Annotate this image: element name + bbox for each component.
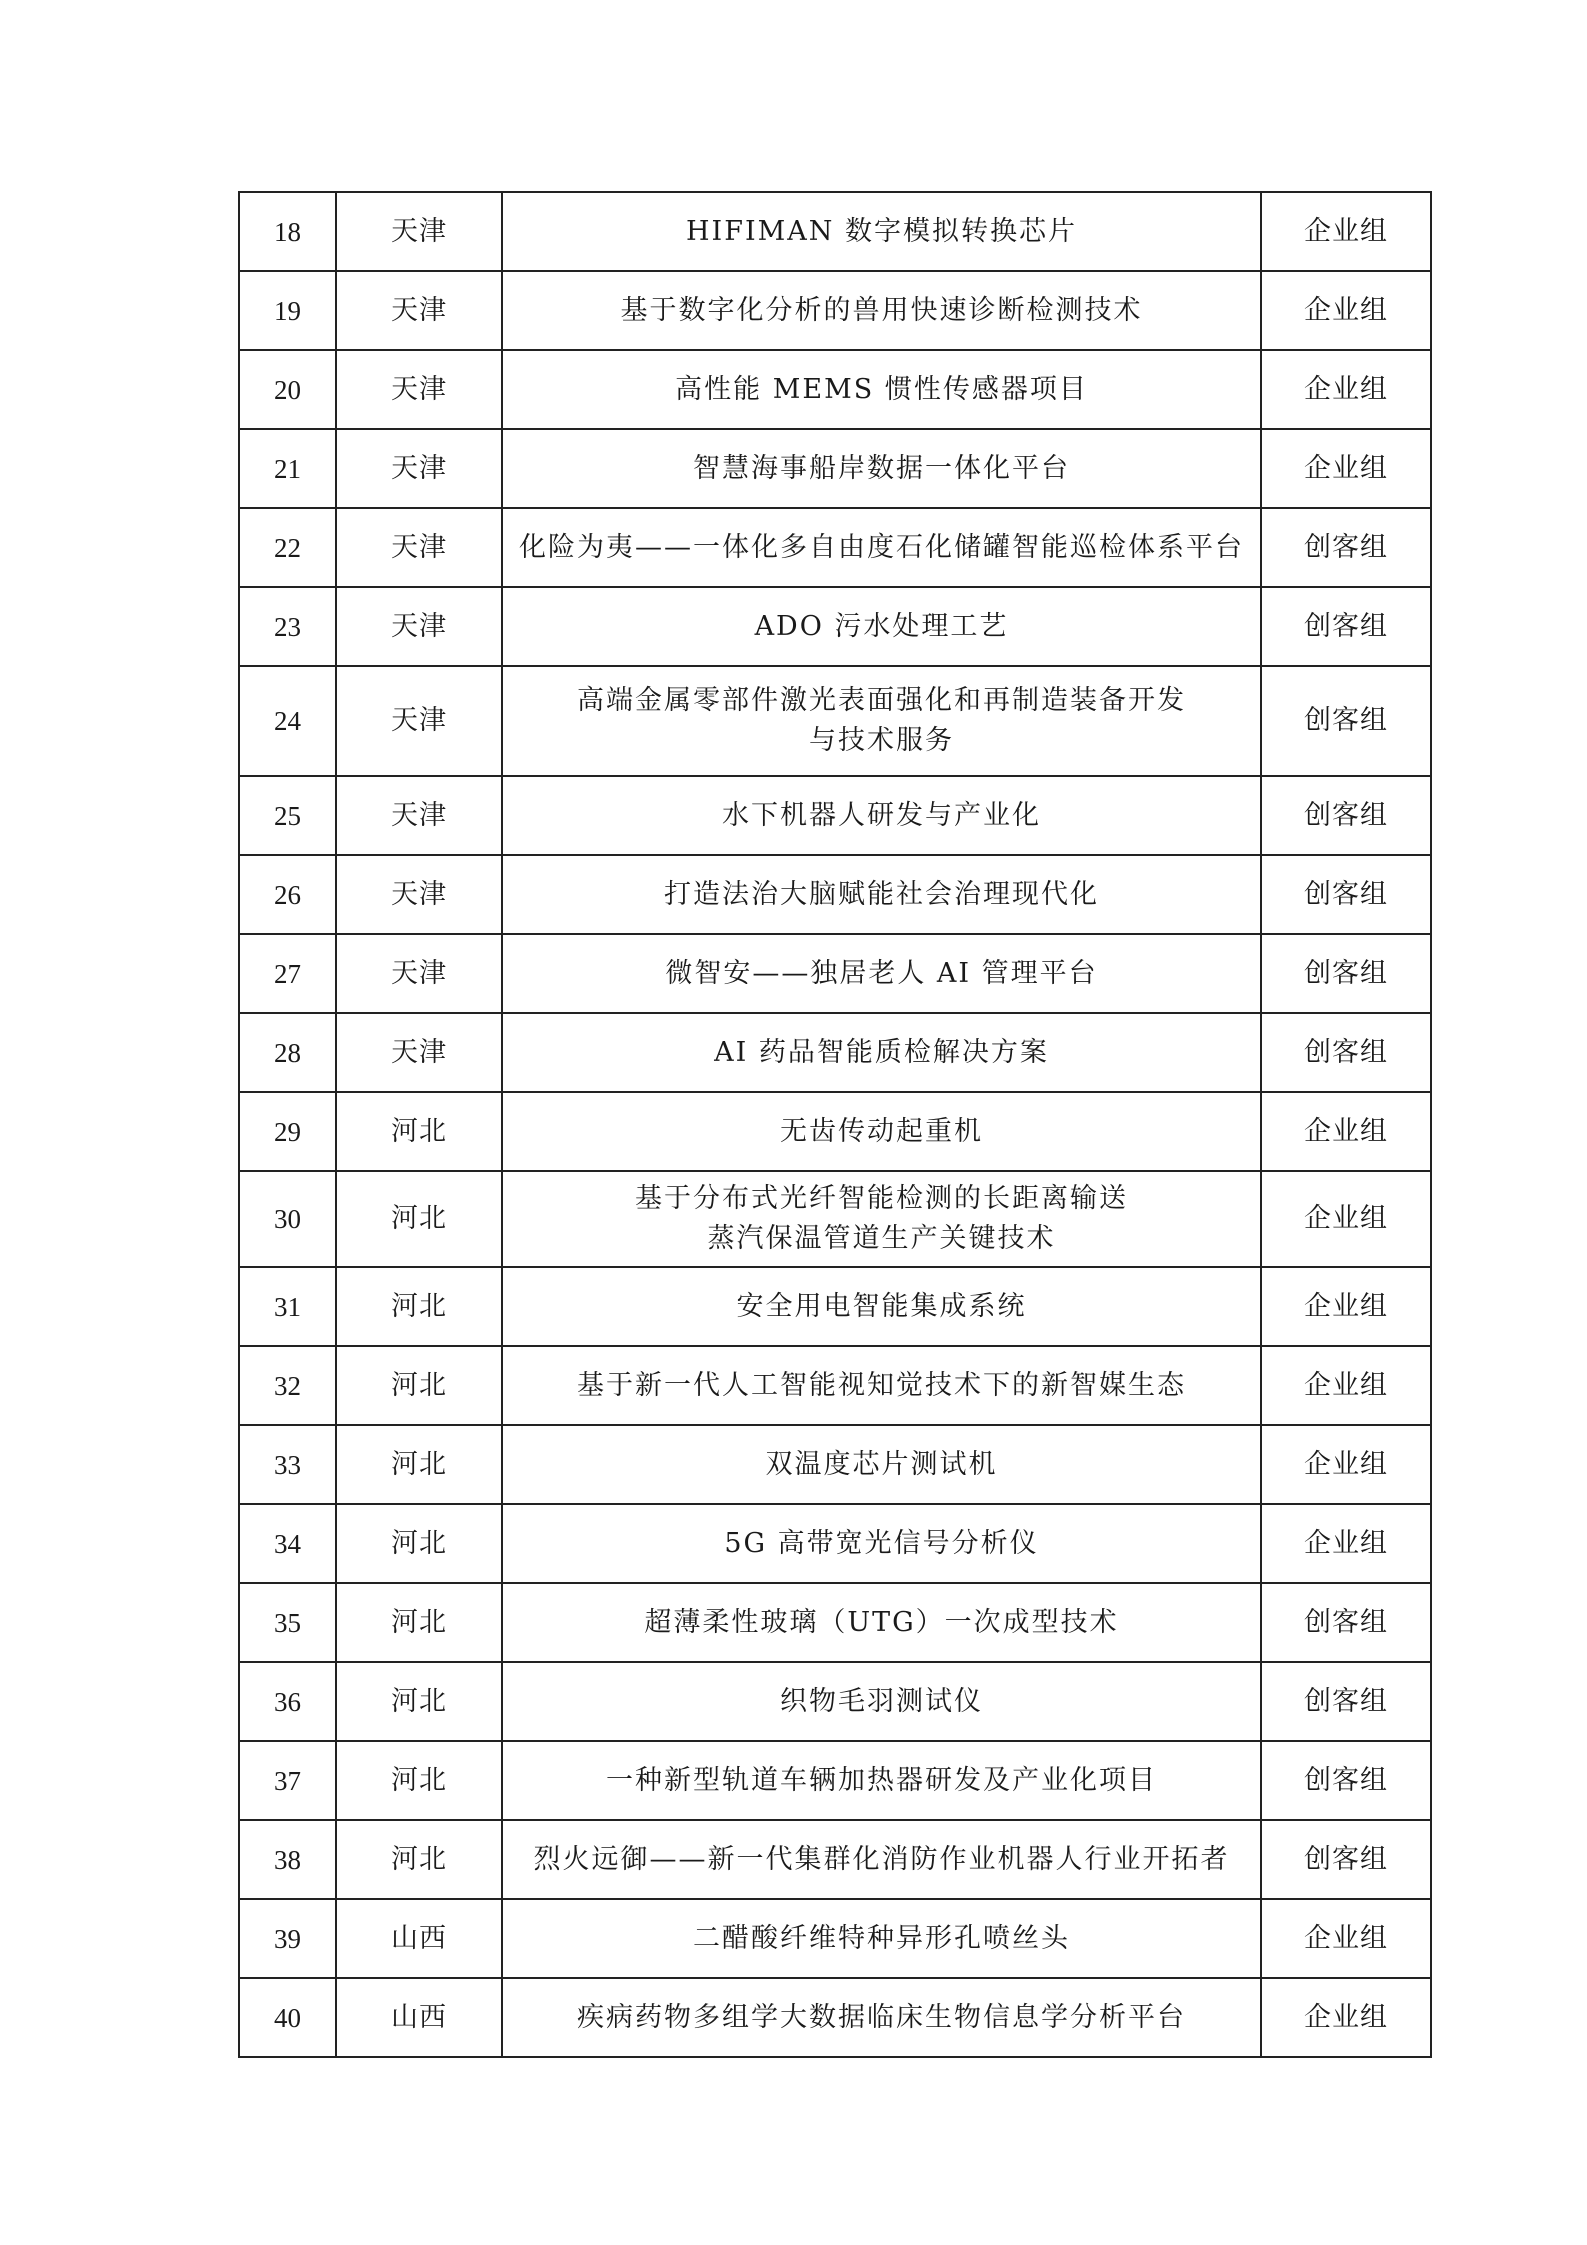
project-name-cell xyxy=(502,192,1261,271)
group-cell: 企业组 xyxy=(1261,1425,1431,1504)
project-name-cell xyxy=(502,1171,1261,1267)
project-name-line: 基于数字化分析的兽用快速诊断检测技术 xyxy=(620,294,1143,326)
project-name-line: 织物毛羽测试仪 xyxy=(780,1685,983,1717)
region-cell: 河北 xyxy=(336,1425,502,1504)
table-row xyxy=(239,1741,1431,1820)
region-cell: 天津 xyxy=(336,1013,502,1092)
table-row xyxy=(239,1504,1431,1583)
group-cell: 创客组 xyxy=(1261,587,1431,666)
region-cell: 天津 xyxy=(336,666,502,776)
project-name-line: 二醋酸纤维特种异形孔喷丝头 xyxy=(693,1922,1070,1954)
table-row xyxy=(239,192,1431,271)
region-cell: 河北 xyxy=(336,1741,502,1820)
region-cell: 河北 xyxy=(336,1820,502,1899)
project-name-cell xyxy=(502,1013,1261,1092)
project-name-cell xyxy=(502,1425,1261,1504)
group-cell: 企业组 xyxy=(1261,350,1431,429)
group-cell: 创客组 xyxy=(1261,666,1431,776)
project-table-body xyxy=(239,192,1431,2057)
table-row xyxy=(239,1899,1431,1978)
row-number-cell: 29 xyxy=(239,1092,336,1171)
project-name-line: 化险为夷——一体化多自由度石化储罐智能巡检体系平台 xyxy=(519,531,1244,563)
project-name-line: ADO 污水处理工艺 xyxy=(754,610,1009,642)
region-cell: 山西 xyxy=(336,1978,502,2057)
project-name-cell xyxy=(502,1346,1261,1425)
row-number-cell: 25 xyxy=(239,776,336,855)
group-cell: 企业组 xyxy=(1261,1346,1431,1425)
project-name-cell xyxy=(502,1741,1261,1820)
project-name-cell xyxy=(502,350,1261,429)
table-row xyxy=(239,1092,1431,1171)
table-row xyxy=(239,1425,1431,1504)
region-cell: 山西 xyxy=(336,1899,502,1978)
table-row xyxy=(239,1171,1431,1267)
group-cell: 创客组 xyxy=(1261,508,1431,587)
project-name-cell xyxy=(502,1267,1261,1346)
group-cell: 创客组 xyxy=(1261,934,1431,1013)
region-cell: 河北 xyxy=(336,1662,502,1741)
region-cell: 天津 xyxy=(336,934,502,1013)
region-cell: 天津 xyxy=(336,587,502,666)
project-name-cell xyxy=(502,508,1261,587)
group-cell: 创客组 xyxy=(1261,1662,1431,1741)
group-cell: 企业组 xyxy=(1261,1978,1431,2057)
region-cell: 天津 xyxy=(336,776,502,855)
table-row xyxy=(239,776,1431,855)
project-name-line: 烈火远御——新一代集群化消防作业机器人行业开拓者 xyxy=(533,1843,1230,1875)
region-cell: 天津 xyxy=(336,855,502,934)
table-row xyxy=(239,1978,1431,2057)
project-name-cell xyxy=(502,1978,1261,2057)
row-number-cell: 34 xyxy=(239,1504,336,1583)
project-name-line: 基于新一代人工智能视知觉技术下的新智媒生态 xyxy=(577,1369,1186,1401)
project-name-cell xyxy=(502,1504,1261,1583)
region-cell: 天津 xyxy=(336,429,502,508)
group-cell: 创客组 xyxy=(1261,776,1431,855)
project-name-line: 蒸汽保温管道生产关键技术 xyxy=(707,1223,1056,1254)
row-number-cell: 37 xyxy=(239,1741,336,1820)
table-row xyxy=(239,508,1431,587)
project-name-line: 超薄柔性玻璃（UTG）一次成型技术 xyxy=(644,1606,1119,1638)
project-name-cell xyxy=(502,1583,1261,1662)
project-name-cell xyxy=(502,1092,1261,1171)
group-cell: 企业组 xyxy=(1261,192,1431,271)
project-name-line: 高端金属零部件激光表面强化和再制造装备开发 xyxy=(577,685,1186,716)
region-cell: 天津 xyxy=(336,350,502,429)
table-row xyxy=(239,1820,1431,1899)
project-name-line: 基于分布式光纤智能检测的长距离输送 xyxy=(635,1183,1128,1214)
group-cell: 企业组 xyxy=(1261,1267,1431,1346)
group-cell: 企业组 xyxy=(1261,429,1431,508)
group-cell: 创客组 xyxy=(1261,1013,1431,1092)
table-row xyxy=(239,1346,1431,1425)
project-name-line: 与技术服务 xyxy=(809,725,954,756)
project-name-line: 高性能 MEMS 惯性传感器项目 xyxy=(675,373,1088,405)
region-cell: 河北 xyxy=(336,1583,502,1662)
region-cell: 河北 xyxy=(336,1092,502,1171)
group-cell: 企业组 xyxy=(1261,1092,1431,1171)
row-number-cell: 35 xyxy=(239,1583,336,1662)
project-name-line: 水下机器人研发与产业化 xyxy=(722,799,1041,831)
project-name-line: AI 药品智能质检解决方案 xyxy=(714,1036,1049,1068)
project-name-cell xyxy=(502,776,1261,855)
group-cell: 创客组 xyxy=(1261,1583,1431,1662)
group-cell: 企业组 xyxy=(1261,1504,1431,1583)
table-row xyxy=(239,587,1431,666)
row-number-cell: 19 xyxy=(239,271,336,350)
row-number-cell: 26 xyxy=(239,855,336,934)
table-row xyxy=(239,1662,1431,1741)
row-number-cell: 36 xyxy=(239,1662,336,1741)
project-name-cell xyxy=(502,934,1261,1013)
region-cell: 河北 xyxy=(336,1504,502,1583)
row-number-cell: 18 xyxy=(239,192,336,271)
project-name-line: 一种新型轨道车辆加热器研发及产业化项目 xyxy=(606,1764,1157,1796)
project-name-cell xyxy=(502,587,1261,666)
project-name-line: 无齿传动起重机 xyxy=(780,1115,983,1147)
group-cell: 企业组 xyxy=(1261,1899,1431,1978)
group-cell: 创客组 xyxy=(1261,1820,1431,1899)
project-name-line: 微智安——独居老人 AI 管理平台 xyxy=(665,957,1098,989)
row-number-cell: 32 xyxy=(239,1346,336,1425)
row-number-cell: 27 xyxy=(239,934,336,1013)
project-table xyxy=(238,191,1432,2058)
group-cell: 创客组 xyxy=(1261,1741,1431,1820)
group-cell: 企业组 xyxy=(1261,271,1431,350)
project-name-line: 安全用电智能集成系统 xyxy=(736,1290,1027,1322)
row-number-cell: 38 xyxy=(239,1820,336,1899)
row-number-cell: 23 xyxy=(239,587,336,666)
project-name-line: HIFIMAN 数字模拟转换芯片 xyxy=(686,215,1077,247)
project-name-cell xyxy=(502,1662,1261,1741)
project-name-line: 打造法治大脑赋能社会治理现代化 xyxy=(664,878,1099,910)
project-name-line: 双温度芯片测试机 xyxy=(765,1448,998,1480)
project-name-line: 智慧海事船岸数据一体化平台 xyxy=(693,452,1070,484)
project-name-cell xyxy=(502,271,1261,350)
table-row xyxy=(239,1013,1431,1092)
row-number-cell: 39 xyxy=(239,1899,336,1978)
row-number-cell: 22 xyxy=(239,508,336,587)
region-cell: 天津 xyxy=(336,271,502,350)
region-cell: 天津 xyxy=(336,192,502,271)
row-number-cell: 20 xyxy=(239,350,336,429)
table-row xyxy=(239,350,1431,429)
table-row xyxy=(239,666,1431,776)
project-name-cell xyxy=(502,1820,1261,1899)
group-cell: 企业组 xyxy=(1261,1171,1431,1267)
project-name-cell xyxy=(502,666,1261,776)
project-name-cell xyxy=(502,855,1261,934)
row-number-cell: 33 xyxy=(239,1425,336,1504)
row-number-cell: 31 xyxy=(239,1267,336,1346)
table-row xyxy=(239,429,1431,508)
region-cell: 河北 xyxy=(336,1171,502,1267)
project-name-cell xyxy=(502,429,1261,508)
row-number-cell: 40 xyxy=(239,1978,336,2057)
table-row xyxy=(239,934,1431,1013)
table-row xyxy=(239,855,1431,934)
project-name-cell xyxy=(502,1899,1261,1978)
table-row xyxy=(239,271,1431,350)
row-number-cell: 21 xyxy=(239,429,336,508)
project-name-line: 5G 高带宽光信号分析仪 xyxy=(724,1527,1039,1559)
region-cell: 河北 xyxy=(336,1346,502,1425)
row-number-cell: 30 xyxy=(239,1171,336,1267)
row-number-cell: 28 xyxy=(239,1013,336,1092)
region-cell: 河北 xyxy=(336,1267,502,1346)
project-name-line: 疾病药物多组学大数据临床生物信息学分析平台 xyxy=(577,2001,1186,2033)
row-number-cell: 24 xyxy=(239,666,336,776)
table-row xyxy=(239,1267,1431,1346)
table-row xyxy=(239,1583,1431,1662)
group-cell: 创客组 xyxy=(1261,855,1431,934)
region-cell: 天津 xyxy=(336,508,502,587)
